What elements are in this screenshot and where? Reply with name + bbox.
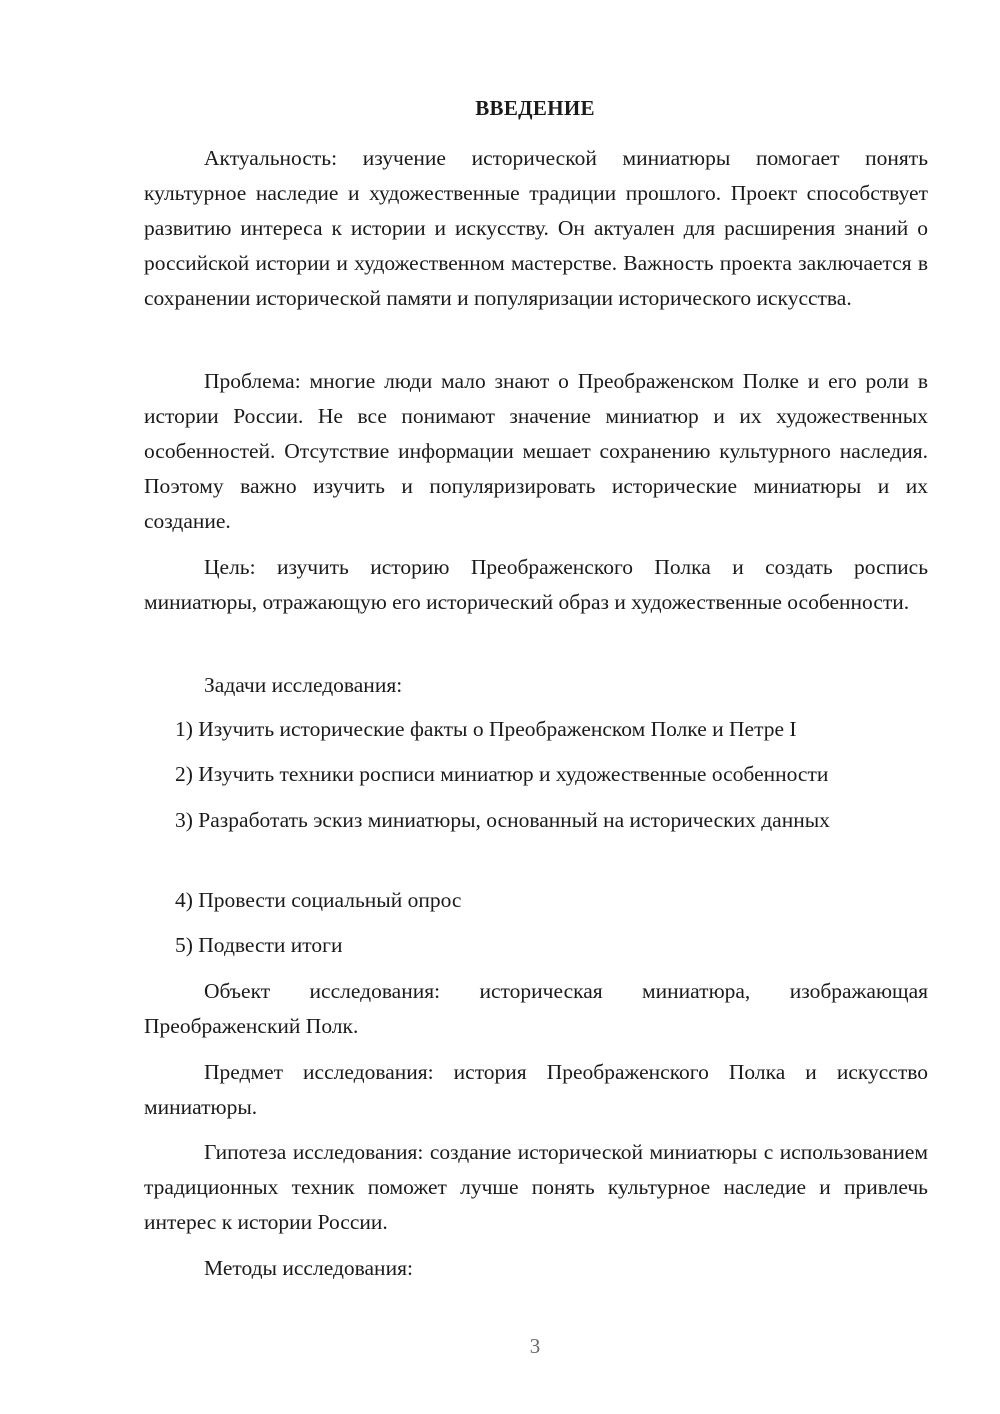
page-title: ВВЕДЕНИЕ <box>475 96 595 120</box>
hypothesis-paragraph: Гипотеза исследования: создание исторической миниатюры с использованием традиционных техник поможет лучше понять культурное наследие и привлечь интерес к истории России. <box>144 1140 928 1234</box>
subject-paragraph: Предмет исследования: история Преображенского Полка и искусство миниатюры. <box>144 1060 928 1119</box>
relevance-paragraph: Актуальность: изучение исторической миниатюры помогает понять культурное наследие и художественные традиции прошлого. Проект способствует развитию интереса к истории и искусству. Он актуален для расширения знаний о российской истории и художественном мастерстве. Важность проекта заключается в сохранении исторической памяти и популяризации исторического искусства. <box>144 146 928 310</box>
task-item: 3) Разработать эскиз миниатюры, основанный на исторических данных <box>175 808 830 832</box>
task-item: 5) Подвести итоги <box>175 933 343 957</box>
problem-paragraph: Проблема: многие люди мало знают о Преображенском Полке и его роли в истории России. Не все понимают значение миниатюр и их художественных особенностей. Отсутствие информации мешает сохранению культурного наследия. Поэтому важно изучить и популяризировать исторические миниатюры и их создание. <box>144 369 928 533</box>
tasks-heading: Задачи исследования: <box>204 673 403 697</box>
goal-paragraph: Цель: изучить историю Преображенского Полка и создать роспись миниатюры, отражающую его исторический образ и художественные особенности. <box>144 555 928 614</box>
page-number: 3 <box>529 1334 541 1358</box>
methods-heading: Методы исследования: <box>204 1256 413 1280</box>
task-item: 2) Изучить техники росписи миниатюр и художественные особенности <box>175 762 829 786</box>
task-item: 1) Изучить исторические факты о Преображенском Полке и Петре I <box>175 717 797 741</box>
object-paragraph: Объект исследования: историческая миниатюра, изображающая Преображенский Полк. <box>144 979 928 1038</box>
task-item: 4) Провести социальный опрос <box>175 888 462 912</box>
